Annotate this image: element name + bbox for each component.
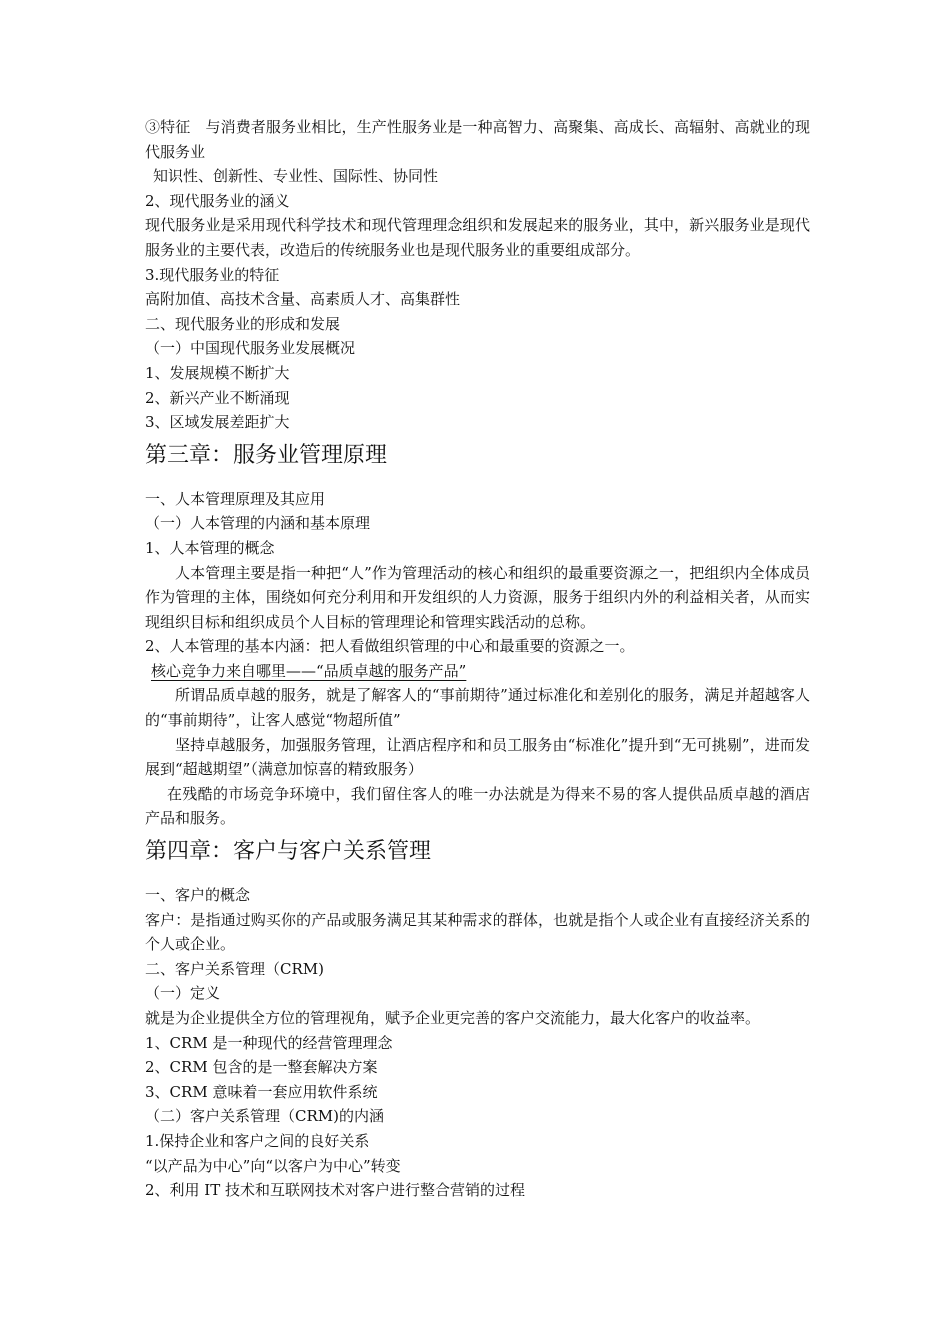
text-line: 2、利用 IT 技术和互联网技术对客户进行整合营销的过程 [145,1181,526,1200]
text-line: 二、客户关系管理（CRM) [145,959,324,978]
text-line: 二、现代服务业的形成和发展 [145,314,341,333]
text-line: （一）中国现代服务业发展概况 [145,339,356,358]
text-line: 2、新兴产业不断涌现 [145,388,290,407]
text-line: 2、人本管理的基本内涵：把人看做组织管理的中心和最重要的资源之一。 [145,637,635,656]
chapter-heading: 第三章：服务业管理原理 [145,442,388,468]
text-line: 1.保持企业和客户之间的良好关系 [145,1131,370,1150]
paragraph: 人本管理主要是指一种把“人”作为管理活动的核心和组织的最重要资源之一，把组织内全体成员作为管理的主体，围绕如何充分利用和开发组织的人力资源，服务于组织内外的利益相关者，从而实现组织目标和组织成员个人目标的管理理论和管理实践活动的总称。 [145,563,810,631]
text-line: 一、人本管理原理及其应用 [145,489,326,508]
text-line: 高附加值、高技术含量、高素质人才、高集群性 [145,290,461,309]
text-line: 3.现代服务业的特征 [145,265,280,284]
paragraph: 现代服务业是采用现代科学技术和现代管理理念组织和发展起来的服务业，其中，新兴服务业是现代服务业的主要代表，改造后的传统服务业也是现代服务业的重要组成部分。 [145,216,810,259]
paragraph: 在残酷的市场竞争环境中，我们留住客人的唯一办法就是为得来不易的客人提供品质卓越的酒店产品和服务。 [145,784,810,828]
text-line: 1、CRM 是一种现代的经营管理理念 [145,1033,393,1052]
paragraph: 就是为企业提供全方位的管理视角，赋予企业更完善的客户交流能力，最大化客户的收益率。 [145,1009,761,1027]
underlined-heading: 核心竞争力来自哪里——“品质卓越的服务产品” [151,661,467,680]
paragraph: 坚持卓越服务，加强服务管理，让酒店程序和和员工服务由“标准化”提升到“无可挑剔”，进而发展到“超越期望”（满意加惊喜的精致服务） [145,735,810,779]
text-line: 3、区域发展差距扩大 [145,413,290,432]
text-line: （二）客户关系管理（CRM)的内涵 [145,1107,384,1126]
chapter-heading: 第四章：客户与客户关系管理 [145,839,432,865]
text-line: “以产品为中心”向“以客户为中心”转变 [145,1156,401,1175]
text-line: （一）定义 [145,984,221,1003]
text-line: （一）人本管理的内涵和基本原理 [145,514,371,533]
document-body [145,115,810,1203]
text-line: 1、发展规模不断扩大 [145,363,290,382]
text-line: 3、CRM 意味着一套应用软件系统 [145,1082,378,1101]
paragraph: ③特征 与消费者服务业相比，生产性服务业是一种高智力、高聚集、高成长、高辐射、高就业的现代服务业 [145,118,810,161]
text-line: 2、CRM 包含的是一整套解决方案 [145,1058,378,1077]
text-line: 2、现代服务业的涵义 [145,191,290,210]
text-line: 知识性、创新性、专业性、国际性、协同性 [153,167,439,186]
text-line: 1、人本管理的概念 [145,538,275,557]
text-line: 一、客户的概念 [145,886,251,905]
paragraph: 客户：是指通过购买你的产品或服务满足其某种需求的群体，也就是指个人或企业有直接经济关系的个人或企业。 [145,910,810,954]
paragraph: 所谓品质卓越的服务，就是了解客人的“事前期待”通过标准化和差别化的服务，满足并超越客人的“事前期待”，让客人感觉“物超所值” [145,686,810,730]
